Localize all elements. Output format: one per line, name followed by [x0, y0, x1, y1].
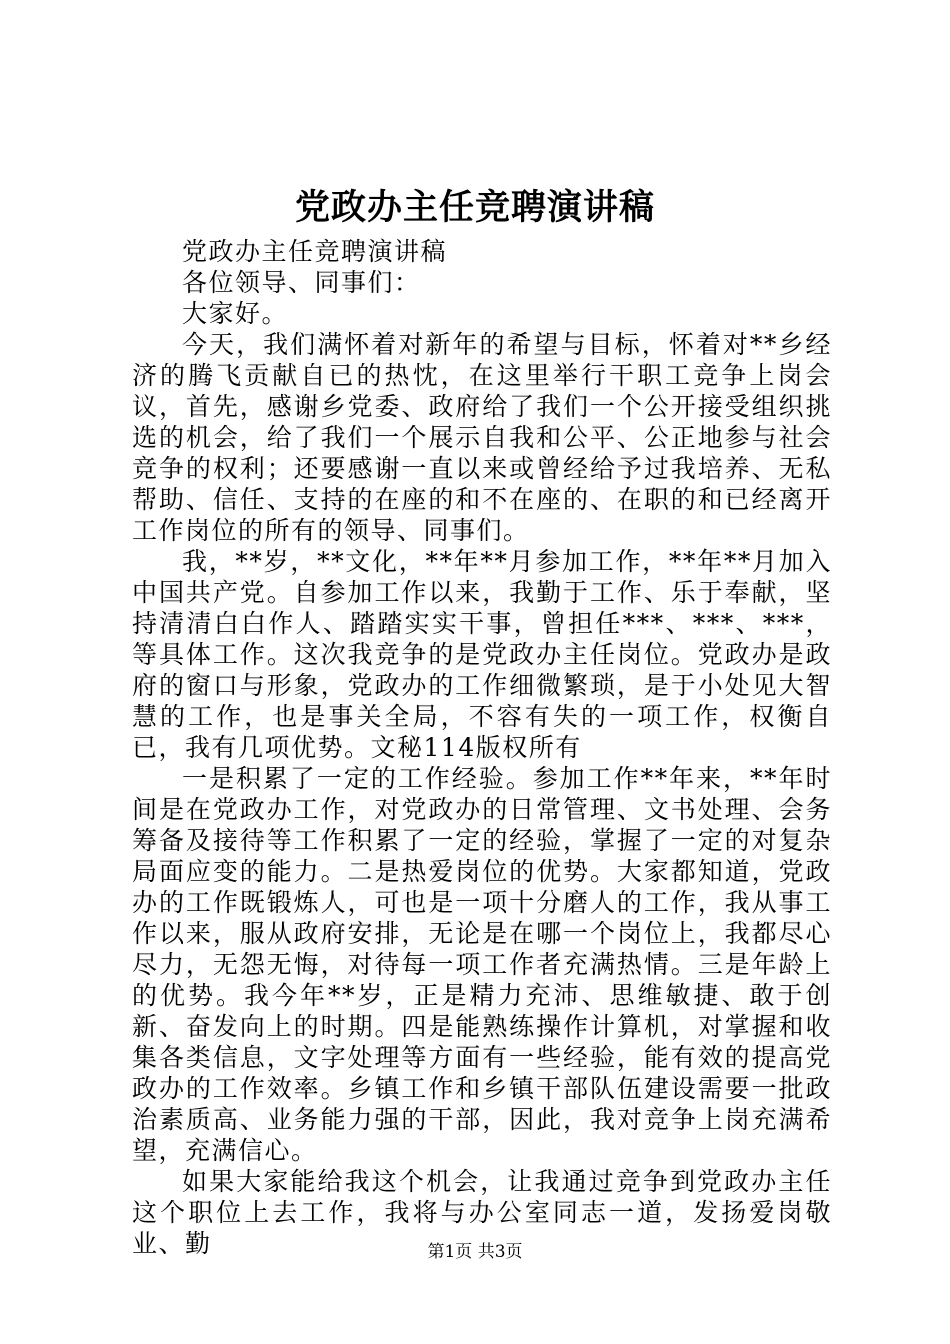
paragraph-heading: 党政办主任竞聘演讲稿 [182, 237, 448, 266]
paragraph-greeting: 大家好。 [182, 299, 289, 328]
paragraph-advantages: 一是积累了一定的工作经验。参加工作**年来，**年时间是在党政办工作，对党政办的日常管理、文书处理、会务筹备及接待等工作积累了一定的经验，掌握了一定的对复杂局面应变的能力。二是热爱岗位的优势。大家都知道，党政办的工作既锻炼人，可也是一项十分磨人的工作，我从事工作以来，服从政府安排，无论是在哪一个岗位上，我都尽心尽力，无怨无悔，对待每一项工作者充满热情。三是年龄上的优势。我今年**岁，正是精力充沛、思维敏捷、敢于创新、奋发向上的时期。四是能熟练操作计算机，对掌握和收集各类信息，文字处理等方面有一些经验，能有效的提高党政办的工作效率。乡镇工作和乡镇干部队伍建设需要一批政治素质高、业务能力强的干部，因此，我对竞争上岗充满希望，充满信心。 [132, 764, 832, 1165]
paragraph-salutation: 各位领导、同事们： [182, 268, 421, 297]
paragraph-self-intro: 我，**岁，**文化，**年**月参加工作，**年**月加入中国共产党。自参加工作以来，我勤于工作、乐于奉献，坚持清清白白作人、踏踏实实干事，曾担任***、***、***，等具体工作。这次我竞争的是党政办主任岗位。党政办是政府的窗口与形象，党政办的工作细微繁琐，是于小处见大智慧的工作，也是事关全局，不容有失的一项工作，权衡自已，我有几项优势。文秘114版权所有 [132, 547, 832, 762]
paragraph-commitment: 如果大家能给我这个机会，让我通过竞争到党政办主任这个职位上去工作，我将与办公室同志一道，发扬爱岗敬业、勤 [132, 1167, 832, 1258]
document-title: 党政办主任竞聘演讲稿 [294, 187, 655, 228]
page-number-footer: 第1页 共3页 [427, 1242, 523, 1262]
document-body [132, 236, 832, 1259]
paragraph-thanks: 今天，我们满怀着对新年的希望与目标，怀着对**乡经济的腾飞贡献自已的热忱，在这里举行干职工竞争上岗会议，首先，感谢乡党委、政府给了我们一个公开接受组织挑选的机会，给了我们一个展示自我和公平、公正地参与社会竞争的权利；还要感谢一直以来或曾经给予过我培养、无私帮助、信任、支持的在座的和不在座的、在职的和已经离开工作岗位的所有的领导、同事们。 [132, 330, 832, 545]
